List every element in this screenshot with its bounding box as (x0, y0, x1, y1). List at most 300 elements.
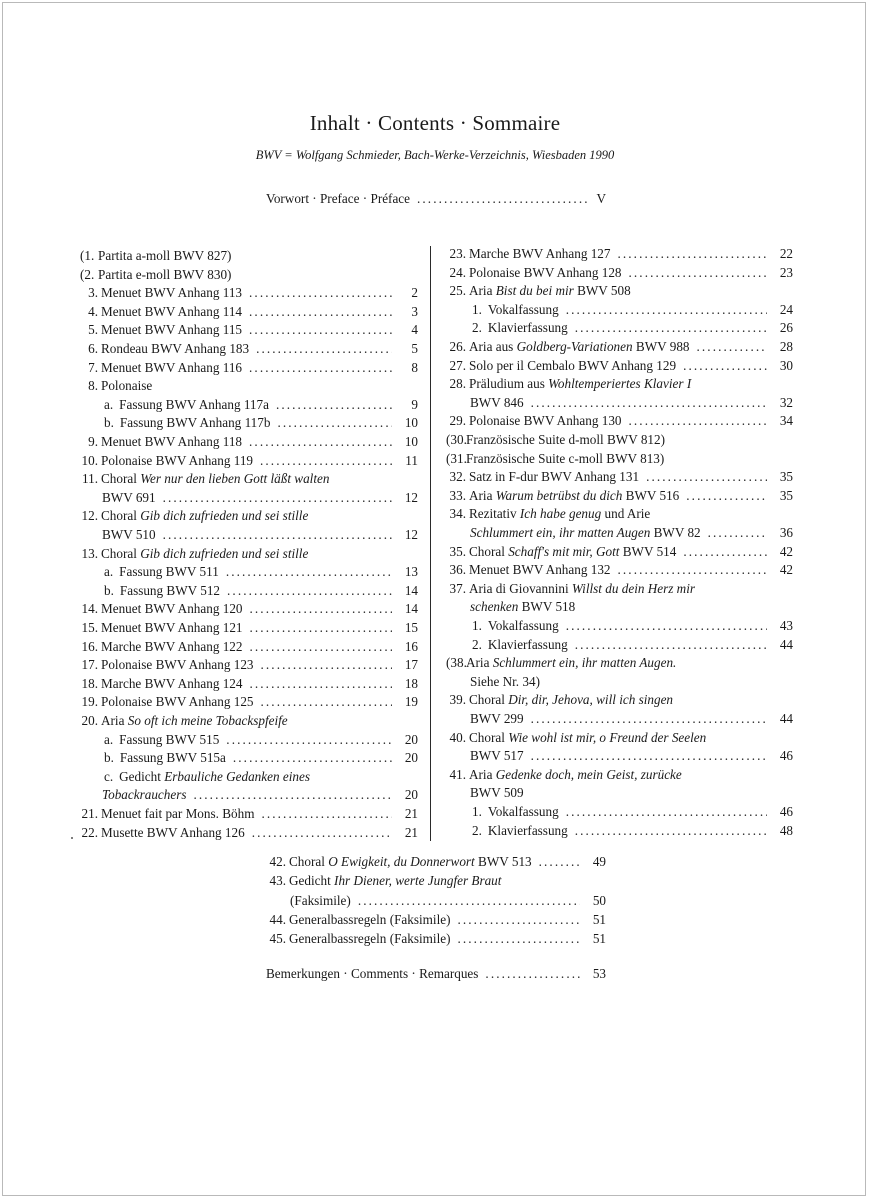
toc-entry[interactable] (446, 393, 793, 412)
toc-entry-title (470, 746, 524, 765)
title-text: Choral (469, 729, 509, 745)
title-italic: So oft ich meine Tobackspfeife (127, 713, 288, 728)
toc-entry[interactable] (446, 821, 793, 840)
toc-entry-page: 20 (404, 731, 418, 747)
title-text: Gedicht (289, 873, 335, 889)
toc-entry[interactable] (80, 562, 418, 581)
toc-entry[interactable] (80, 618, 418, 637)
title-text: Menuet BWV Anhang 114 (101, 303, 243, 319)
toc-entry-page: 42 (779, 543, 793, 559)
leader-dots (618, 244, 768, 263)
title-text: Marche BWV Anhang 124 (101, 675, 243, 691)
leader-dots (575, 318, 767, 337)
toc-entry[interactable] (80, 637, 418, 656)
toc-entry[interactable] (266, 910, 606, 929)
toc-entry-number: (31. (446, 450, 467, 466)
toc-entry-title (120, 748, 226, 767)
title-text: Aria (101, 713, 128, 728)
toc-entry-title (98, 265, 231, 284)
toc-entry[interactable] (80, 358, 418, 377)
toc-entry-number: 41. (449, 766, 466, 782)
title-italic: Wie wohl ist mir, o Freund der Seelen (508, 729, 707, 745)
title-text: Polonaise BWV Anhang 130 (469, 413, 622, 429)
toc-entry-page: 3 (411, 303, 418, 319)
toc-entry-page: 46 (779, 804, 793, 819)
toc-entry[interactable] (446, 635, 793, 654)
toc-entry-number: 28. (449, 376, 466, 392)
leader-dots (249, 320, 392, 339)
toc-entry-title (101, 283, 242, 302)
toc-entry-page: 5 (411, 341, 418, 356)
toc-entry-number: 34. (449, 506, 466, 522)
toc-entry-title (101, 320, 242, 339)
toc-entry-title (289, 910, 451, 929)
toc-entry[interactable] (80, 655, 418, 674)
leader-dots (531, 709, 767, 728)
title-italic: Gib dich zufrieden und sei stille (140, 545, 309, 561)
toc-entry-title (101, 432, 242, 451)
page-subtitle: BWV = Wolfgang Schmieder, Bach-Werke-Verzeichnis, Wiesbaden 1990 (255, 148, 615, 162)
toc-entry-page: 20 (404, 750, 418, 766)
toc-entry-page: 10 (404, 434, 418, 449)
toc-entry[interactable] (446, 709, 793, 728)
toc-entry[interactable] (80, 581, 418, 600)
toc-entry-title (470, 597, 575, 616)
toc-entry[interactable] (80, 730, 418, 749)
toc-entry[interactable] (446, 430, 793, 449)
title-text: Aria (469, 487, 496, 503)
toc-entry-page: 44 (779, 711, 793, 726)
toc-entry-number: 1. (472, 618, 482, 633)
title-suffix: und Arie (601, 506, 651, 522)
toc-entry-title (101, 451, 253, 470)
toc-entry-title (101, 339, 249, 358)
title-text: Französische Suite c-moll BWV 813) (466, 450, 665, 466)
page-title: Inhalt · Contents · Sommaire (309, 111, 561, 135)
toc-entry-number: c. (104, 768, 114, 784)
toc-entry[interactable] (80, 748, 418, 767)
title-italic: Ihr Diener, werte Jungfer Braut (334, 873, 502, 889)
leader-dots (697, 337, 767, 356)
leader-dots (250, 599, 392, 618)
toc-entry-number: 19. (81, 694, 98, 710)
toc-entry[interactable] (446, 300, 793, 319)
title-italic: O Ewigkeit, du Donnerwort (328, 854, 475, 869)
toc-entry-title (469, 263, 622, 282)
toc-entry-title (469, 411, 622, 430)
toc-entry[interactable] (446, 765, 793, 784)
toc-entry-page: 2 (411, 285, 418, 301)
title-italic: Schlummert ein, ihr matten Augen. (492, 655, 677, 671)
toc-entry-number: 10. (81, 452, 98, 468)
toc-entry-page: 35 (779, 469, 793, 485)
toc-entry[interactable] (80, 692, 418, 711)
toc-entry-title (101, 358, 242, 377)
toc-entry-page: 13 (404, 564, 418, 580)
toc-entry[interactable] (266, 852, 606, 871)
toc-entry-title (101, 674, 243, 693)
leader-dots (646, 467, 767, 486)
toc-entry-number: 2. (472, 320, 482, 336)
toc-entry[interactable] (80, 544, 418, 563)
toc-entry-title (101, 655, 254, 674)
toc-entry-number: 32. (449, 469, 466, 485)
toc-entry-title (470, 783, 524, 802)
toc-entry-title (101, 544, 308, 563)
toc-entry-title (488, 821, 568, 840)
toc-entry-number: 8. (88, 378, 98, 394)
leader-dots (252, 823, 392, 842)
toc-entry-title (101, 711, 288, 730)
toc-entry[interactable] (446, 467, 793, 486)
toc-entry[interactable] (446, 523, 793, 542)
toc-entry[interactable] (80, 469, 418, 488)
toc-entry[interactable] (446, 783, 793, 802)
leader-dots (458, 929, 581, 948)
toc-entry-number: 14. (81, 601, 98, 617)
leader-dots (539, 852, 580, 871)
toc-entry-number: 17. (81, 657, 98, 673)
toc-entry-title (470, 672, 540, 691)
toc-entry-title (102, 525, 156, 544)
title-suffix: BWV 508 (573, 283, 631, 299)
title-suffix: BWV 514 (619, 543, 677, 559)
title-text: BWV 846 (470, 394, 524, 410)
toc-entry[interactable] (80, 265, 418, 284)
toc-entry-title (98, 246, 231, 265)
toc-entry-number: 29. (449, 413, 466, 429)
title-text: Musette BWV Anhang 126 (101, 824, 245, 840)
toc-entry-page: 18 (404, 675, 418, 691)
title-suffix: BWV 518 (518, 599, 576, 615)
toc-entry-title (120, 581, 220, 600)
toc-entry-number: 24. (449, 264, 466, 280)
toc-entry[interactable] (446, 337, 793, 356)
toc-entry-page: 14 (404, 601, 418, 617)
toc-entry[interactable] (80, 395, 418, 414)
toc-entry-title (470, 709, 524, 728)
toc-entry-vorwort[interactable] (266, 189, 606, 208)
toc-entry-page: 49 (592, 854, 606, 869)
toc-entry-title (469, 374, 691, 393)
toc-entry-text: Vorwort · Preface · Préface (266, 191, 411, 206)
toc-entry[interactable] (80, 432, 418, 451)
leader-dots (194, 785, 393, 804)
toc-entry-number: (1. (80, 248, 95, 263)
toc-entry[interactable] (446, 263, 793, 282)
toc-entry[interactable] (446, 542, 793, 561)
leader-dots (250, 618, 392, 637)
toc-entry-number: 1. (472, 301, 482, 317)
title-italic: Gib dich zufrieden und sei stille (140, 508, 309, 524)
toc-entry-title (101, 302, 242, 321)
toc-entry-title (466, 430, 665, 449)
title-italic: Warum betrübst du dich (495, 487, 623, 503)
toc-entry-page: 16 (404, 638, 418, 654)
toc-entry-title (469, 765, 682, 784)
toc-entry-number: 9. (88, 434, 98, 449)
toc-entry-number: 20. (81, 713, 98, 728)
title-text: Satz in F-dur BWV Anhang 131 (469, 469, 640, 485)
leader-dots (233, 748, 392, 767)
leader-dots (249, 283, 392, 302)
toc-entry-number: 44. (269, 911, 286, 927)
toc-entry-title (469, 244, 611, 263)
toc-entry-page: 23 (779, 264, 793, 280)
title-text: (Faksimile) (290, 892, 351, 908)
title-text: Aria (469, 766, 496, 782)
title-text: Aria (469, 283, 496, 299)
toc-entry-number: 36. (449, 562, 466, 578)
toc-entry-number: 3. (88, 285, 98, 301)
leader-dots (261, 655, 392, 674)
title-text: Fassung BWV 515a (119, 750, 226, 766)
title-text: Choral (101, 471, 141, 487)
leader-dots (250, 637, 393, 656)
leader-dots (163, 488, 392, 507)
title-text: BWV 691 (102, 489, 156, 505)
toc-entry[interactable] (80, 599, 418, 618)
toc-entry-number: b. (104, 750, 114, 766)
title-text: Choral (469, 692, 509, 708)
toc-entry[interactable] (446, 616, 793, 635)
title-text: Polonaise BWV Anhang 125 (101, 694, 254, 710)
toc-entry[interactable] (80, 413, 418, 432)
toc-entry[interactable] (446, 802, 793, 821)
leader-dots (226, 730, 392, 749)
title-text: Klavierfassung (487, 636, 568, 652)
toc-entry[interactable] (80, 767, 418, 786)
title-text: Menuet BWV Anhang 115 (101, 322, 243, 338)
toc-entry-page: 20 (404, 787, 418, 803)
title-text: Marche BWV Anhang 127 (469, 246, 611, 261)
toc-entry-number: 18. (81, 675, 98, 691)
leader-dots (250, 674, 393, 693)
title-italic: Wohltemperiertes Klavier I (548, 376, 692, 392)
toc-entry[interactable] (446, 449, 793, 468)
toc-entry-page: 17 (404, 657, 418, 673)
title-text: Rondeau BWV Anhang 183 (101, 341, 250, 356)
title-text: Vokalfassung (487, 301, 559, 317)
toc-entry-title (119, 562, 219, 581)
toc-entry-number: 35. (449, 543, 466, 559)
toc-entry-number: 13. (81, 545, 98, 561)
toc-entry-title (469, 542, 676, 561)
toc-entry-number: 2. (472, 822, 482, 838)
toc-entry-number: (30. (446, 432, 467, 447)
toc-entry-title (469, 486, 679, 505)
title-suffix: BWV 82 (650, 525, 701, 540)
title-text: Menuet BWV Anhang 116 (101, 359, 243, 375)
toc-entry-title (101, 823, 245, 842)
toc-entry-title (469, 504, 650, 523)
toc-entry-title (120, 413, 271, 432)
toc-entry[interactable] (446, 374, 793, 393)
title-italic: Willst du dein Herz mir (571, 580, 696, 596)
title-suffix: BWV 988 (632, 339, 690, 354)
toc-entry[interactable] (80, 302, 418, 321)
toc-entry-number: (38. (446, 655, 467, 671)
toc-entry[interactable] (80, 488, 418, 507)
toc-entry-number: a. (104, 396, 114, 412)
toc-entry[interactable] (80, 451, 418, 470)
toc-entry-number: 27. (449, 357, 466, 373)
title-suffix: BWV 513 (474, 854, 532, 869)
leader-dots (358, 891, 580, 910)
leader-dots (683, 542, 767, 561)
toc-entry[interactable] (80, 525, 418, 544)
toc-entry[interactable] (80, 711, 418, 730)
toc-entry[interactable] (446, 281, 793, 300)
toc-entry-bemerkungen[interactable] (266, 964, 606, 983)
toc-entry-title (488, 802, 559, 821)
toc-entry-number: 21. (81, 806, 98, 821)
toc-entry[interactable] (266, 929, 606, 948)
title-italic: Schlummert ein, ihr matten Augen (470, 525, 651, 540)
title-text: Französische Suite d-moll BWV 812) (466, 432, 666, 447)
toc-entry[interactable] (80, 320, 418, 339)
title-text: Polonaise (101, 378, 153, 394)
toc-entry[interactable] (446, 597, 793, 616)
toc-entry[interactable] (266, 891, 606, 910)
toc-entry-number: 6. (88, 341, 98, 356)
toc-entry[interactable] (446, 486, 793, 505)
toc-entry-title (101, 506, 308, 525)
toc-entry[interactable] (80, 785, 418, 804)
toc-entry[interactable] (80, 804, 418, 823)
leader-dots (485, 964, 580, 983)
title-italic: Wer nur den lieben Gott läßt walten (140, 471, 330, 487)
title-italic: Dir, dir, Jehova, will ich singen (508, 692, 674, 708)
toc-entry-title (101, 599, 243, 618)
toc-entry-number: 23. (449, 246, 466, 261)
title-text: Choral (289, 854, 329, 869)
toc-entry[interactable] (80, 246, 418, 265)
toc-entry-page: 12 (404, 489, 418, 505)
toc-entry[interactable] (446, 411, 793, 430)
toc-entry-title (289, 871, 501, 890)
toc-entry[interactable] (266, 871, 606, 890)
toc-entry-page: V (596, 191, 606, 206)
title-text: Generalbassregeln (Faksimile) (289, 931, 451, 947)
title-text: Aria aus (469, 339, 517, 354)
leader-dots (163, 525, 392, 544)
toc-entry-page: 42 (779, 562, 793, 578)
toc-entry-page: 36 (779, 525, 793, 540)
toc-entry-number: a. (104, 731, 114, 747)
title-text: Generalbassregeln (Faksimile) (289, 911, 451, 927)
toc-entry[interactable] (446, 746, 793, 765)
page-speck (71, 837, 73, 839)
leader-dots (277, 413, 392, 432)
toc-entry-title (469, 728, 706, 747)
toc-entry-number: 7. (88, 359, 98, 375)
toc-entry-title (119, 395, 269, 414)
title-suffix: BWV 516 (622, 487, 680, 503)
title-italic: Ich habe genug (519, 506, 602, 522)
toc-entry[interactable] (80, 376, 418, 395)
leader-dots (227, 581, 392, 600)
toc-entry-page: 53 (592, 966, 606, 981)
title-text: Aria (466, 655, 493, 671)
leader-dots (629, 411, 767, 430)
toc-entry[interactable] (80, 506, 418, 525)
title-text: BWV 509 (470, 785, 524, 801)
title-text: Choral (101, 545, 141, 561)
title-text: BWV 517 (470, 748, 524, 764)
title-text: Menuet fait par Mons. Böhm (101, 806, 255, 821)
toc-entry-number: 5. (88, 322, 98, 338)
title-text: Menuet BWV Anhang 120 (101, 601, 243, 617)
toc-entry-page: 8 (411, 359, 418, 375)
toc-entry[interactable] (80, 823, 418, 842)
toc-entry-number: 43. (269, 873, 286, 889)
leader-dots (686, 486, 767, 505)
title-text: Menuet BWV Anhang 121 (101, 620, 243, 635)
toc-entry[interactable] (446, 560, 793, 579)
title-text: Fassung BWV 512 (119, 582, 221, 598)
title-text: Polonaise BWV Anhang 119 (101, 452, 254, 468)
toc-entry-number: 33. (449, 487, 466, 503)
leader-dots (566, 802, 767, 821)
toc-entry-page: 21 (404, 824, 418, 840)
toc-entry-page: 19 (404, 694, 418, 710)
toc-entry[interactable] (446, 504, 793, 523)
title-text: Siehe Nr. 34) (470, 673, 540, 689)
toc-entry-title (466, 653, 676, 672)
title-text: Solo per il Cembalo BWV Anhang 129 (469, 357, 677, 373)
toc-entry[interactable] (80, 339, 418, 358)
toc-entry[interactable] (446, 244, 793, 263)
toc-entry-title (102, 785, 187, 804)
leader-dots (458, 910, 581, 929)
toc-entry-page: 21 (404, 806, 418, 821)
toc-entry-title (101, 618, 243, 637)
toc-entry-number: b. (104, 582, 114, 598)
leader-dots (708, 523, 767, 542)
column-divider (430, 246, 431, 841)
toc-entry-title (469, 337, 690, 356)
title-text: BWV 510 (102, 527, 156, 542)
toc-entry-page: 11 (405, 452, 418, 468)
title-text: Partita a-moll BWV 827) (98, 248, 232, 263)
toc-entry[interactable] (446, 579, 793, 598)
toc-entry-page: 51 (592, 931, 606, 947)
leader-dots (629, 263, 767, 282)
toc-entry[interactable] (446, 318, 793, 337)
toc-entry[interactable] (446, 728, 793, 747)
toc-entry[interactable] (446, 653, 793, 672)
title-italic: Schaff's mit mir, Gott (508, 543, 620, 559)
title-text: Vokalfassung (487, 804, 559, 819)
toc-entry[interactable] (80, 674, 418, 693)
toc-entry-title (488, 616, 559, 635)
toc-entry-number: 37. (449, 580, 466, 596)
toc-entry-title (469, 560, 611, 579)
toc-entry-page: 46 (779, 748, 793, 764)
toc-entry-page: 24 (779, 301, 793, 317)
toc-entry[interactable] (446, 672, 793, 691)
toc-entry[interactable] (446, 356, 793, 375)
title-italic: schenken (470, 599, 519, 615)
toc-entry[interactable] (446, 690, 793, 709)
toc-entry-page: 32 (779, 394, 793, 410)
leader-dots (531, 393, 767, 412)
title-italic: Goldberg-Variationen (516, 339, 633, 354)
toc-entry-page: 4 (411, 322, 418, 338)
toc-entry-page: 10 (404, 415, 418, 431)
toc-entry[interactable] (80, 283, 418, 302)
